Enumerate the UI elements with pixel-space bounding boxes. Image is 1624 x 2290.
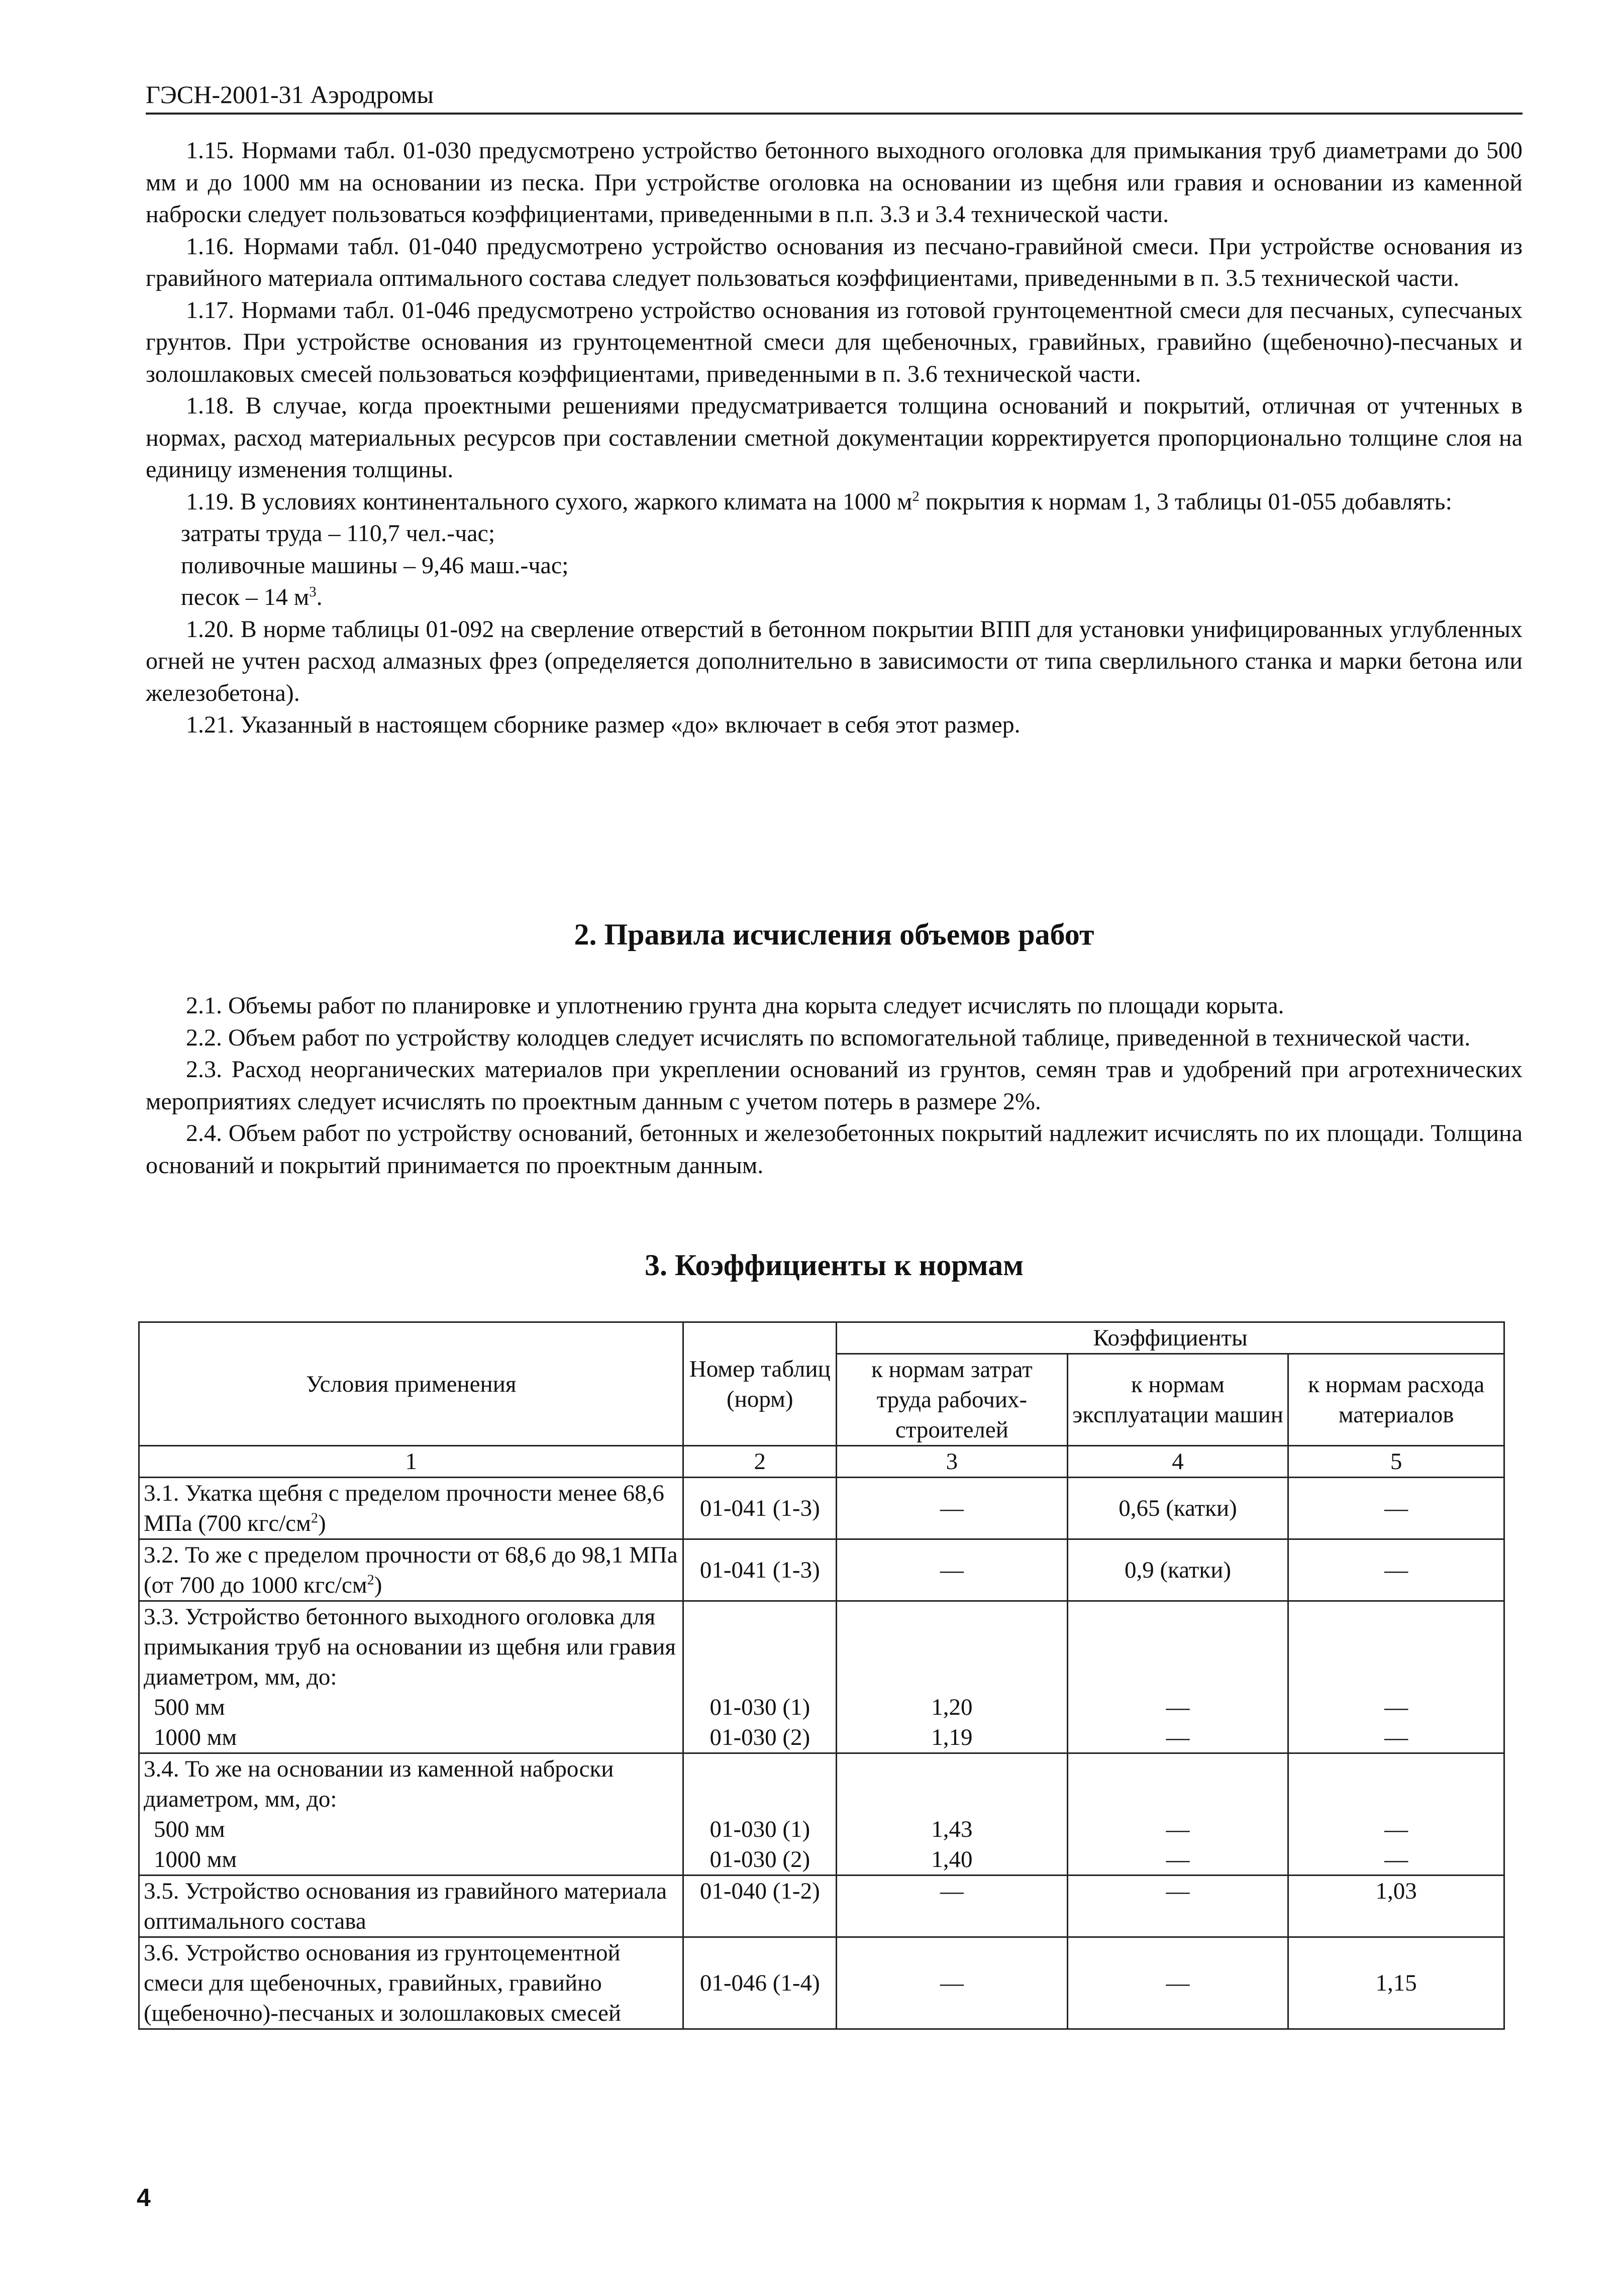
- condition-cell: 3.1. Укатка щебня с пределом прочности менее 68,6 МПа (700 кгс/$см^2$): [139, 1478, 683, 1539]
- labor-cell: —: [837, 1876, 1068, 1937]
- column-number: 1: [139, 1446, 683, 1478]
- table-row: [139, 1539, 1504, 1601]
- machines-cell: — —: [1067, 1601, 1288, 1753]
- section-3-title: 3. Коэффициенты к нормам: [644, 1248, 1024, 1282]
- table-number-cell: 01-041 (1-3): [683, 1539, 837, 1601]
- condition-cell: 3.6. Устройство основания из грунтоцементной смеси для щебеночных, гравийных, гравийно (щебеночно)-песчаных и золошлаковых смесей: [139, 1937, 683, 2029]
- materials-cell: —: [1288, 1478, 1504, 1539]
- paragraph-1-20: 1.20. В норме таблицы 01-092 на сверление отверстий в бетонном покрытии ВПП для установки унифицированных углубленных огней не учтен расход алмазных фрез (определяется дополнительно в зависимости от типа сверлильного станка и марки бетона или железобетона).: [146, 615, 1522, 706]
- page-header: ГЭСН-2001-31 Аэродромы: [146, 79, 1522, 115]
- table-row: [139, 1876, 1504, 1937]
- paragraph-1-15: 1.15. Нормами табл. 01-030 предусмотрено устройство бетонного выходного оголовка для примыкания труб диаметрами до 500 мм и до 1000 мм на основании из песка. При устройстве оголовка на основании из щебня или гравия и основании из каменной наброски следует пользоваться коэффициентами, приведенными в п.п. 3.3 и 3.4 технической части.: [146, 137, 1522, 228]
- table-number-cell: 01-030 (1) 01-030 (2): [683, 1601, 837, 1753]
- header-table-number: Номер таблиц (норм): [683, 1322, 837, 1446]
- column-number: 5: [1288, 1446, 1504, 1478]
- page-number: 4: [137, 2183, 151, 2212]
- labor-cell: —: [837, 1937, 1068, 2029]
- header-materials: к нормам расхода материалов: [1288, 1354, 1504, 1446]
- machines-cell: 0,65 (катки): [1067, 1478, 1288, 1539]
- section-1-text: [146, 135, 1522, 741]
- table-number-cell: 01-040 (1-2): [683, 1876, 837, 1937]
- labor-cell: 1,20 1,19: [837, 1601, 1068, 1753]
- paragraph-1-17: 1.17. Нормами табл. 01-046 предусмотрено устройство основания из готовой грунтоцементной смеси для песчаных, супесчаных грунтов. При устройстве основания из грунтоцементной смеси для щебеночных, гравийных, гравийно (щебеночно)-песчаных и золошлаковых смесей пользоваться коэффициентами, приведенными в п. 3.6 технической части.: [146, 296, 1522, 387]
- labor-cell: 1,43 1,40: [837, 1753, 1068, 1876]
- paragraph-2-2: 2.2. Объем работ по устройству колодцев следует исчислять по вспомогательной таблице, приведенной в технической части.: [186, 1024, 1471, 1051]
- machines-cell: 0,9 (катки): [1067, 1539, 1288, 1601]
- table-row: [139, 1937, 1504, 2029]
- table-row: [139, 1478, 1504, 1539]
- paragraph-1-21: 1.21. Указанный в настоящем сборнике размер «до» включает в себя этот размер.: [186, 711, 1021, 738]
- section-2-title: 2. Правила исчисления объемов работ: [574, 918, 1094, 951]
- condition-cell: 3.3. Устройство бетонного выходного оголовка для примыкания труб на основании из щебня или гравия диаметром, мм, до: 500 мм 1000 мм: [139, 1601, 683, 1753]
- paragraph-1-19: 1.19. В условиях континентального сухого, жаркого климата на 1000 $м^2$ покрытия к нормам 1, 3 таблицы 01-055 добавлять:: [186, 488, 1452, 515]
- machines-cell: — —: [1067, 1753, 1288, 1876]
- header-labor: к нормам затрат труда рабочих-строителей: [837, 1354, 1068, 1446]
- paragraph-2-1: 2.1. Объемы работ по планировке и уплотнению грунта дна корыта следует исчислять по площади корыта.: [186, 992, 1284, 1019]
- column-number: 4: [1067, 1446, 1288, 1478]
- list-item-labor: затраты труда – 110,7 чел.-час;: [181, 520, 495, 547]
- machines-cell: —: [1067, 1937, 1288, 2029]
- coefficients-table: [138, 1321, 1505, 2030]
- table-number-cell: 01-041 (1-3): [683, 1478, 837, 1539]
- header-machines: к нормам эксплуатации машин: [1067, 1354, 1288, 1446]
- table-row: [139, 1601, 1504, 1753]
- machines-cell: —: [1067, 1876, 1288, 1937]
- list-item-machines: поливочные машины – 9,46 маш.-час;: [181, 552, 569, 579]
- condition-cell: 3.5. Устройство основания из гравийного материала оптимального состава: [139, 1876, 683, 1937]
- section-2-text: [146, 990, 1522, 1181]
- materials-cell: —: [1288, 1539, 1504, 1601]
- table-row: [139, 1753, 1504, 1876]
- table-header-row: [139, 1322, 1504, 1354]
- materials-cell: 1,15: [1288, 1937, 1504, 2029]
- column-number: 2: [683, 1446, 837, 1478]
- labor-cell: —: [837, 1478, 1068, 1539]
- header-conditions: Условия применения: [139, 1322, 683, 1446]
- list-item-sand: песок – 14 $м^3$.: [181, 584, 323, 610]
- condition-cell: 3.2. То же с пределом прочности от 68,6 до 98,1 МПа (от 700 до 1000 кгс/$см^2$): [139, 1539, 683, 1601]
- labor-cell: —: [837, 1539, 1068, 1601]
- paragraph-2-3: 2.3. Расход неорганических материалов при укреплении оснований из грунтов, семян трав и удобрений при агротехнических мероприятиях следует исчислять по проектным данным с учетом потерь в размере 2%.: [146, 1056, 1522, 1115]
- column-number-row: [139, 1446, 1504, 1478]
- paragraph-1-18: 1.18. В случае, когда проектными решениями предусматривается толщина оснований и покрытий, отличная от учтенных в нормах, расход материальных ресурсов при составлении сметной документации корректируется пропорционально толщине слоя на единицу изменения толщины.: [146, 392, 1522, 483]
- header-coefficients: Коэффициенты: [837, 1322, 1504, 1354]
- condition-cell: 3.4. То же на основании из каменной наброски диаметром, мм, до: 500 мм 1000 мм: [139, 1753, 683, 1876]
- materials-cell: — —: [1288, 1601, 1504, 1753]
- materials-cell: 1,03: [1288, 1876, 1504, 1937]
- table-number-cell: 01-046 (1-4): [683, 1937, 837, 2029]
- materials-cell: — —: [1288, 1753, 1504, 1876]
- table-number-cell: 01-030 (1) 01-030 (2): [683, 1753, 837, 1876]
- paragraph-2-4: 2.4. Объем работ по устройству оснований, бетонных и железобетонных покрытий надлежит исчислять по их площади. Толщина оснований и покрытий принимается по проектным данным.: [146, 1120, 1522, 1179]
- paragraph-1-16: 1.16. Нормами табл. 01-040 предусмотрено устройство основания из песчано-гравийной смеси. При устройстве основания из гравийного материала оптимального состава следует пользоваться коэффициентами, приведенными в п. 3.5 технической части.: [146, 233, 1522, 291]
- column-number: 3: [837, 1446, 1068, 1478]
